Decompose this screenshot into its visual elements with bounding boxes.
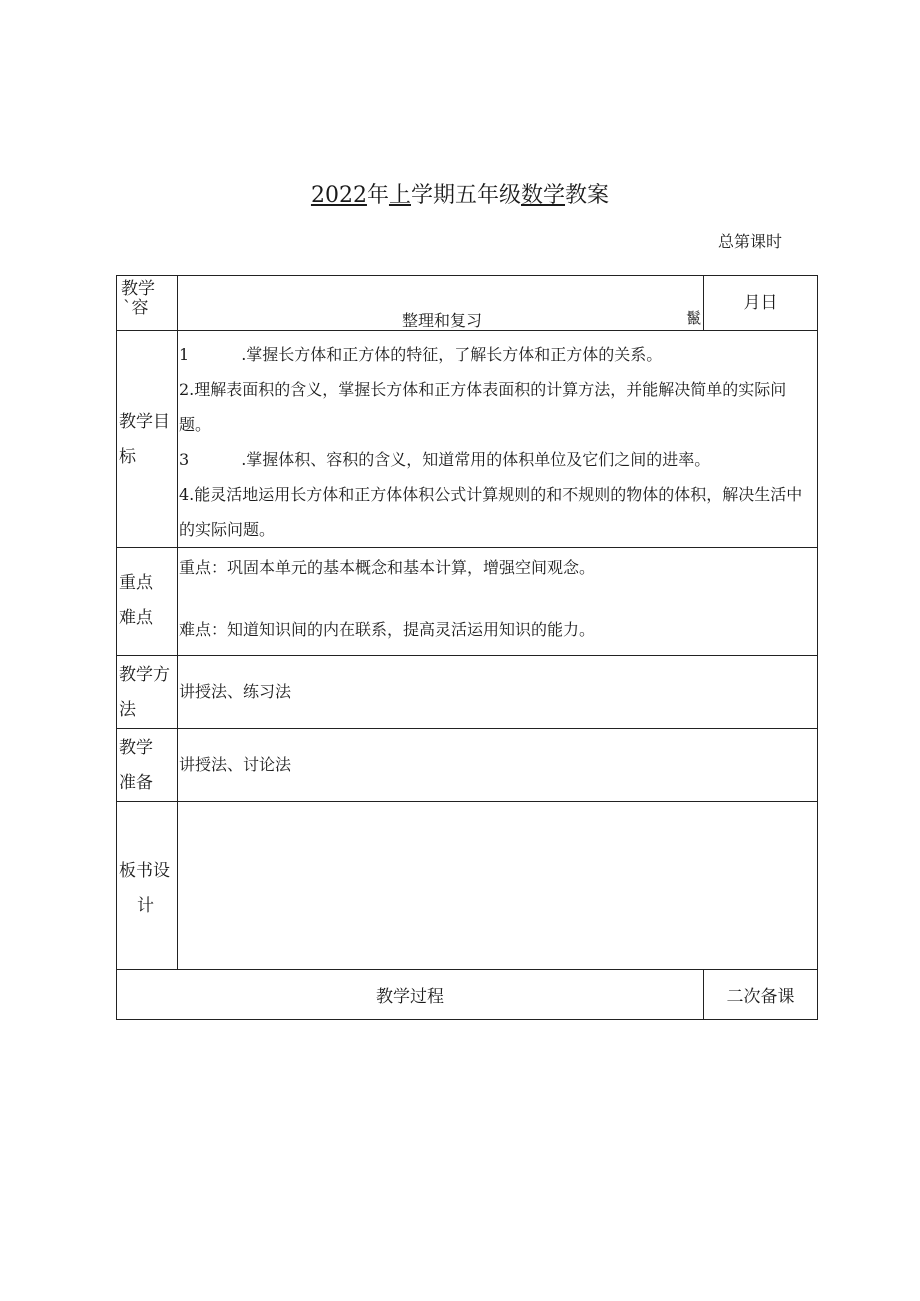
board-label-line2: 计 <box>137 896 154 916</box>
key-points-row <box>117 548 818 656</box>
prep-label-line2: 准备 <box>119 773 153 793</box>
date-cell: 月日 <box>704 276 818 331</box>
goals-label-line2: 标 <box>119 447 136 467</box>
goal-item: 3 .掌握体积、容积的含义，知道常用的体积单位及它们之间的进率。 <box>179 450 711 469</box>
method-label-cell <box>117 656 178 729</box>
method-label-line1: 教学方 <box>119 665 170 685</box>
topic-text: 整理和复习 <box>402 311 483 330</box>
method-row <box>117 656 818 729</box>
key-label-line2: 难点 <box>119 608 153 628</box>
goal-item: 2.理解表面积的含义，掌握长方体和正方体表面积的计算方法，并能解决简单的实际问题。 <box>179 380 787 434</box>
title-part3: 教案 <box>565 183 610 208</box>
key-point: 重点：巩固本单元的基本概念和基本计算，增强空间观念。 <box>179 558 596 577</box>
title-year: 2022 <box>310 183 367 208</box>
topic-label-line1: 教学 <box>121 279 155 299</box>
topic-cell <box>178 276 704 331</box>
second-prep-cell: 二次备课 <box>704 970 818 1020</box>
document-title <box>0 178 920 209</box>
difficult-point: 难点：知道知识间的内在联系，提高灵活运用知识的能力。 <box>179 620 596 639</box>
topic-label-line2: `容 <box>123 298 149 318</box>
lesson-plan-table <box>116 275 818 1020</box>
total-lessons: 总第课时 <box>718 232 783 251</box>
goal-item: 1 .掌握长方体和正方体的特征，了解长方体和正方体的关系。 <box>179 345 663 364</box>
key-label-cell <box>117 548 178 656</box>
title-part2: 学期五年级 <box>410 183 521 208</box>
board-label-line1: 板书设 <box>119 861 170 881</box>
board-row <box>117 802 818 970</box>
goal-item: 4.能灵活地运用长方体和正方体体积公式计算规则的和不规则的物体的体积，解决生活中的实际问题。 <box>179 485 803 539</box>
prep-cell: 讲授法、讨论法 <box>178 729 818 802</box>
title-subject: 数学 <box>521 183 566 208</box>
title-term: 上 <box>388 183 411 208</box>
method-cell: 讲授法、练习法 <box>178 656 818 729</box>
process-row <box>117 970 818 1020</box>
board-label-cell <box>117 802 178 970</box>
topic-row <box>117 276 818 331</box>
topic-stamp: 鬣 <box>685 309 701 327</box>
topic-label-cell <box>117 276 178 331</box>
goals-cell <box>178 331 818 548</box>
goals-label-cell <box>117 331 178 548</box>
title-part1: 年 <box>366 183 389 208</box>
method-label-line2: 法 <box>119 700 136 720</box>
key-points-cell <box>178 548 818 656</box>
prep-row <box>117 729 818 802</box>
prep-label-line1: 教学 <box>119 738 153 758</box>
goals-label-line1: 教学目 <box>119 412 170 432</box>
goals-row <box>117 331 818 548</box>
process-label-cell: 教学过程 <box>117 970 704 1020</box>
key-label-line1: 重点 <box>119 573 153 593</box>
prep-label-cell <box>117 729 178 802</box>
board-cell <box>178 802 818 970</box>
